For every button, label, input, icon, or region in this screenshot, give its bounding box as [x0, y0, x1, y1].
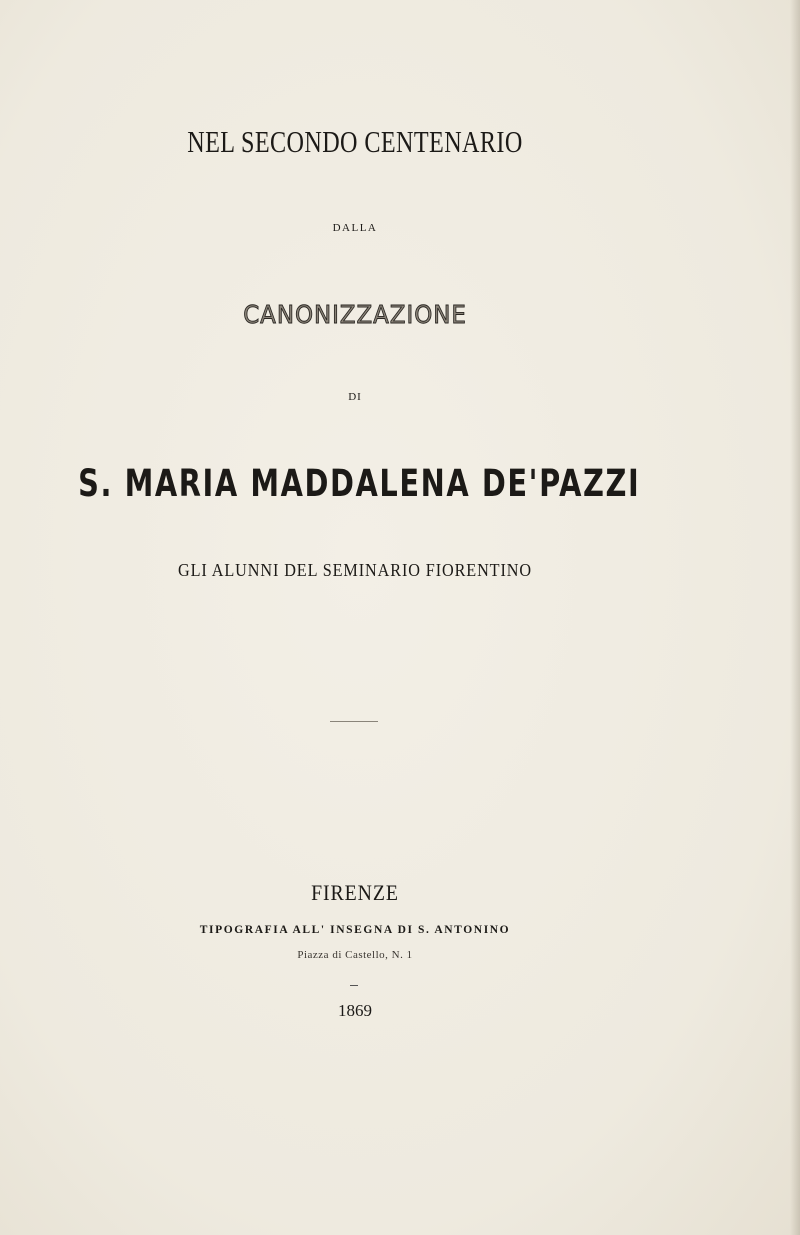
imprint-year: 1869 — [338, 1001, 372, 1020]
authors-line: GLI ALUNNI DEL SEMINARIO FIORENTINO — [178, 560, 532, 580]
page-edge — [790, 0, 800, 1235]
title-connector-di: DI — [348, 391, 362, 403]
title-line: NEL SECONDO CENTENARIO — [187, 124, 523, 159]
imprint-city: FIRENZE — [311, 880, 399, 905]
imprint-address: Piazza di Castello, N. 1 — [297, 949, 413, 961]
divider-dash — [350, 985, 358, 986]
ornament-divider — [330, 721, 378, 724]
imprint-printer: TIPOGRAFIA ALL' INSEGNA DI S. ANTONINO — [199, 924, 511, 936]
title-canonizzazione: CANONIZZAZIONE — [243, 300, 467, 329]
title-connector: DALLA — [332, 222, 378, 234]
saint-name: S. MARIA MADDALENA DE'PAZZI — [78, 462, 641, 505]
